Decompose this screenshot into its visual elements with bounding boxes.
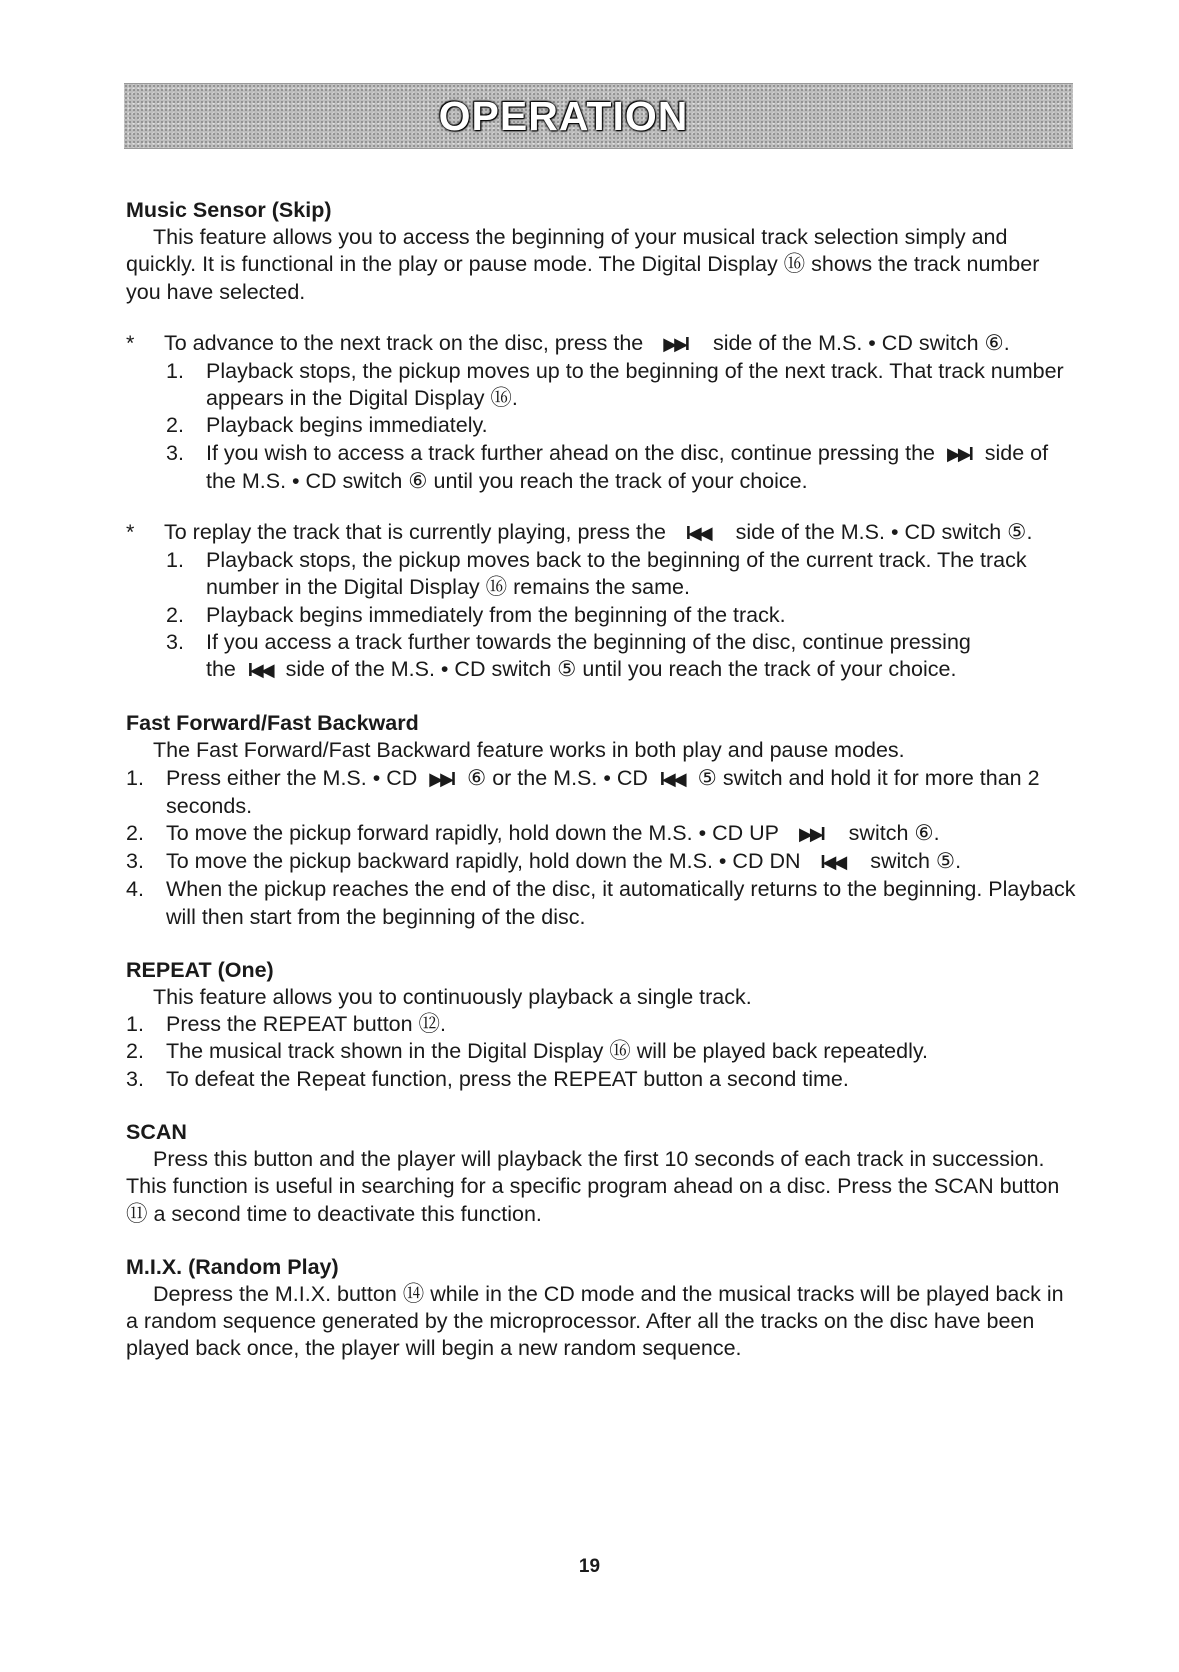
step-text: Press the REPEAT button ⑫. xyxy=(166,1012,447,1037)
advance-text-before: To advance to the next track on the disc, press the xyxy=(164,330,644,355)
replay-steps xyxy=(126,547,1076,684)
replay-text-after: side of the M.S. • CD switch ⑤. xyxy=(735,520,1033,545)
step-text: The musical track shown in the Digital Display ⑯ will be played back repeatedly. xyxy=(166,1039,929,1064)
list-item xyxy=(126,876,1076,930)
repeat-heading: REPEAT (One) xyxy=(126,957,274,982)
list-item xyxy=(166,440,1076,495)
mix-heading: M.I.X. (Random Play) xyxy=(126,1254,339,1279)
step-text: To defeat the Repeat function, press the REPEAT button a second time. xyxy=(166,1066,849,1091)
step-text: If you access a track further towards the beginning of the disc, continue pressing the xyxy=(206,629,971,682)
list-item xyxy=(126,1038,1076,1065)
next-track-icon: ▶▶I xyxy=(429,768,453,789)
previous-track-icon: I◀◀ xyxy=(685,523,710,544)
list-item xyxy=(166,547,1076,601)
step-number: 4. xyxy=(126,877,144,902)
music-sensor-intro: This feature allows you to access the beginning of your musical track selection simply and quickly. It is functional in the play or pause mode. The Digital Display ⑯ shows the track number you have selected. xyxy=(126,225,1040,304)
mix-text: Depress the M.I.X. button ⑭ while in the CD mode and the musical tracks will be played back in a random sequence generated by the microprocessor. After all the tracks on the disc have been played back once, the player will begin a new random sequence. xyxy=(126,1281,1064,1361)
operation-banner xyxy=(124,83,1073,149)
previous-track-icon: I◀◀ xyxy=(247,660,272,681)
previous-track-icon: I◀◀ xyxy=(820,852,845,873)
list-item xyxy=(166,358,1076,412)
next-track-icon: ▶▶I xyxy=(663,333,687,354)
previous-track-icon: I◀◀ xyxy=(659,768,684,789)
step-text: To move the pickup backward rapidly, hold down the M.S. • CD DN xyxy=(166,849,801,874)
step-number: 2. xyxy=(166,602,184,627)
scan-section xyxy=(126,1119,1076,1228)
step-number: 1. xyxy=(166,548,184,573)
step-number: 3. xyxy=(126,849,144,874)
step-text: side of the M.S. • CD switch ⑥ until you reach the track of your choice. xyxy=(206,440,1049,493)
step-text: To move the pickup forward rapidly, hold down the M.S. • CD UP xyxy=(166,821,779,846)
bullet-star: * xyxy=(126,330,135,355)
page-content xyxy=(126,197,1076,1363)
advance-text-after: side of the M.S. • CD switch ⑥. xyxy=(712,330,1010,355)
fast-heading: Fast Forward/Fast Backward xyxy=(126,711,419,736)
fast-section xyxy=(126,710,1076,931)
banner-title: OPERATION xyxy=(438,92,689,139)
music-sensor-section xyxy=(126,197,1076,684)
scan-heading: SCAN xyxy=(126,1119,187,1144)
step-text: Press either the M.S. • CD xyxy=(166,765,418,790)
scan-text: Press this button and the player will playback the first 10 seconds of each track in succession. This function is useful in searching for a specific program ahead on a disc. Press the SCAN button ⑪ a second time to deactivate this function. xyxy=(126,1147,1060,1226)
step-text: Playback begins immediately from the beginning of the track. xyxy=(206,602,786,627)
step-number: 1. xyxy=(126,765,144,790)
list-item xyxy=(126,1011,1076,1038)
step-number: 3. xyxy=(126,1066,144,1091)
list-item xyxy=(166,412,1076,439)
advance-bullet xyxy=(126,330,1076,358)
step-text: ⑥ or the M.S. • CD xyxy=(466,765,648,790)
advance-steps xyxy=(126,358,1076,495)
next-track-icon: ▶▶I xyxy=(947,443,971,464)
repeat-section xyxy=(126,957,1076,1093)
step-text: side of the M.S. • CD switch ⑤ until you reach the track of your choice. xyxy=(285,657,957,682)
list-item xyxy=(126,820,1076,848)
step-text: Playback begins immediately. xyxy=(206,413,488,438)
repeat-intro: This feature allows you to continuously playback a single track. xyxy=(153,985,752,1010)
list-item xyxy=(126,848,1076,876)
step-number: 2. xyxy=(126,1039,144,1064)
step-text: Playback stops, the pickup moves back to the beginning of the current track. The track number in the Digital Display ⑯ remains the same. xyxy=(206,548,1027,600)
step-text: switch ⑥. xyxy=(848,821,940,846)
step-number: 3. xyxy=(166,440,184,465)
list-item xyxy=(126,765,1076,820)
step-text: If you wish to access a track further ahead on the disc, continue pressing the xyxy=(206,440,936,465)
step-text: switch ⑤. xyxy=(870,849,962,874)
page-number: 19 xyxy=(578,1556,601,1577)
replay-text-before: To replay the track that is currently playing, press the xyxy=(164,520,666,545)
step-number: 1. xyxy=(126,1012,144,1037)
step-text: When the pickup reaches the end of the disc, it automatically returns to the beginning. Playback will then start from the beginning of the disc. xyxy=(166,877,1076,929)
list-item xyxy=(166,629,1076,684)
step-number: 2. xyxy=(166,413,184,438)
step-number: 3. xyxy=(166,629,184,654)
step-text: Playback stops, the pickup moves up to the beginning of the next track. That track number appears in the Digital Display ⑯. xyxy=(206,359,1064,411)
next-track-icon: ▶▶I xyxy=(798,824,823,845)
step-number: 1. xyxy=(166,359,184,384)
step-number: 2. xyxy=(126,821,144,846)
fast-intro: The Fast Forward/Fast Backward feature works in both play and pause modes. xyxy=(153,738,905,763)
replay-bullet xyxy=(126,519,1076,547)
step-text: ⑤ switch and hold it for more than 2 seconds. xyxy=(166,765,1040,818)
music-sensor-heading: Music Sensor (Skip) xyxy=(126,198,332,222)
bullet-star: * xyxy=(126,520,135,545)
list-item xyxy=(126,1066,1076,1093)
list-item xyxy=(166,602,1076,629)
mix-section xyxy=(126,1254,1076,1363)
